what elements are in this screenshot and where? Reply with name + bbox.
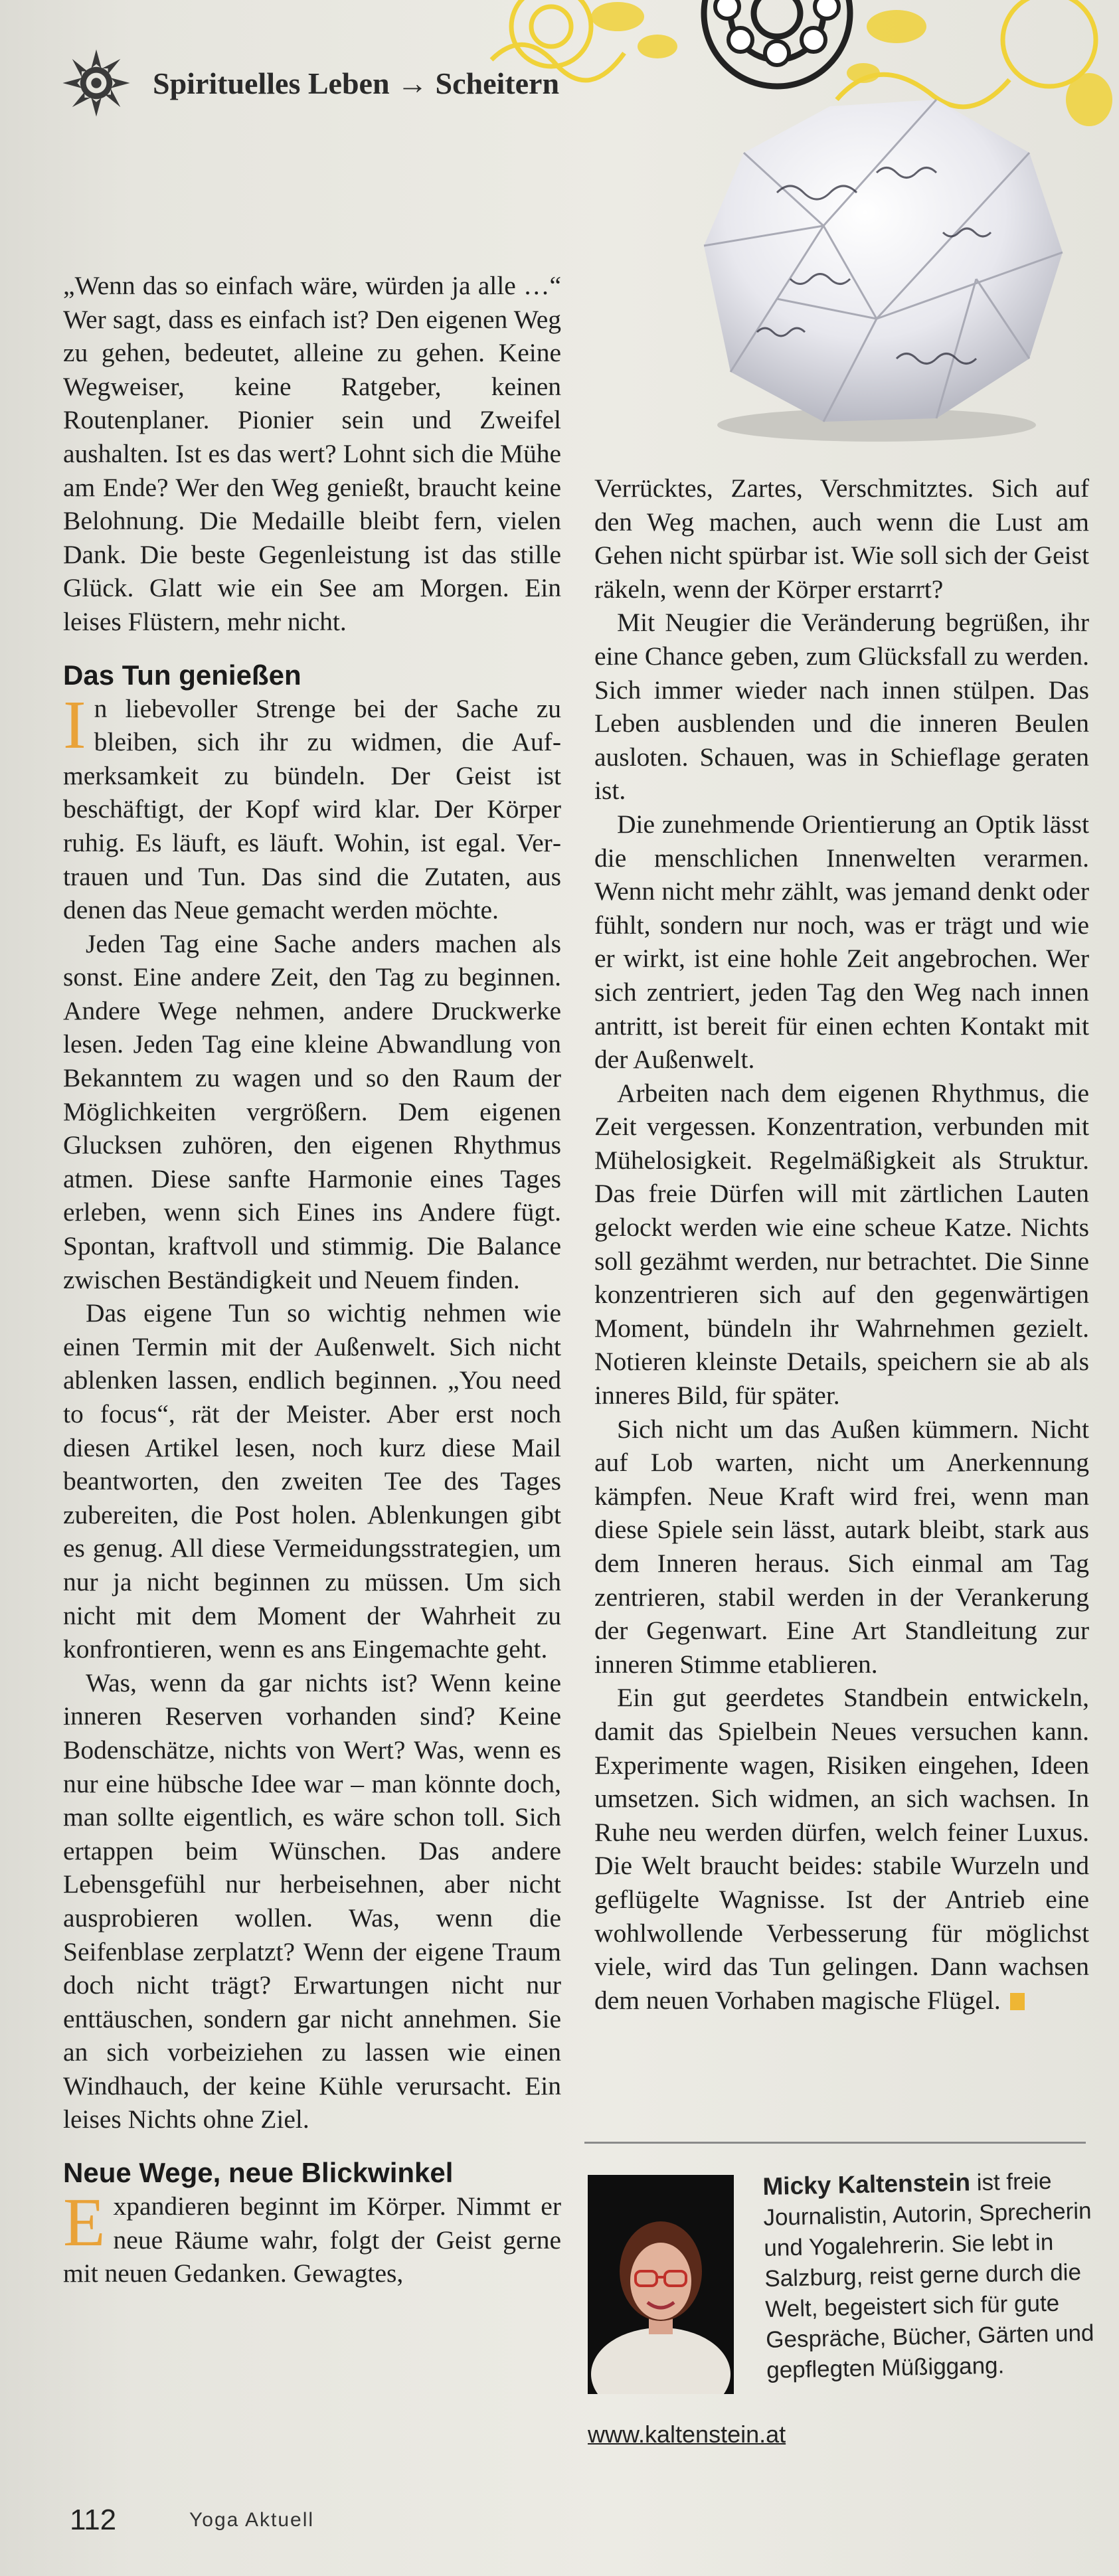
end-of-article-marker [1010, 1993, 1025, 2010]
section1-paragraph-4: Was, wenn da gar nichts ist? Wenn keine inneren Reserven vorhanden sind? Keine Bodenschätze, nichts von Wert? Was, wenn es nur eine hübsche Idee war – man könnte doch, man sollte eigentlich, es wäre schon toll. Sich ertappen beim Wünschen. Das andere Lebensgefühl nur herbeisehnen, aber nicht ausprobieren wollen. Was, wenn die Seifenblase zerplatzt? Wenn der eigene Traum doch nicht trägt? Erwartungen nicht nur enttäuschen, sondern gar nicht annehmen. Sie an sich vorbeiziehen zu lassen wie einen Windhauch, der keine Kühle verursacht. Ein leises Nichts ohne Ziel. [63, 1668, 561, 2134]
page-number: 112 [70, 2504, 117, 2536]
crumpled-paper-ball-image [657, 80, 1089, 452]
right-paragraph-5: Sich nicht um das Außen kümmern. Nicht auf Lob warten, nicht um Anerkennung kämpfen. Neue Kraft wird frei, wenn man diese Spiele sein lässt, autark bleibt, stark aus dem Inneren heraus. Sich einmal am Tag zentrieren, stabil werden in der Verankerung der Gegenwart. Eine Art Standleitung zur inneren Stimme etablieren. [594, 1414, 1089, 1679]
section1-paragraph-3: Das eigene Tun so wichtig nehmen wie einen Termin mit der Außenwelt. Sich nicht ablenken lassen, endlich beginnen. „You need to focus“, rät der Meister. Aber erst noch diesen Artikel lesen, noch kurz diese Mail beantworten, den zweiten Tee des Tages zubereiten, die Post holen. Ablenkungen gibt es genug. All diese Vermeidungsstrategien, um nur ja nicht beginnen zu müssen. Um sich nicht mit dem Moment der Wahrheit zu konfrontieren, wenn es ans Eingemachte geht. [63, 1298, 561, 1664]
right-paragraph-1: Verrücktes, Zartes, Verschmitztes. Sich auf den Weg machen, auch wenn die Lust am Gehen nicht spürbar ist. Wie soll sich der Geist räkeln, wenn der Körper erstarrt? [594, 473, 1089, 604]
right-paragraph-2: Mit Neugier die Veränderung begrüßen, ihr eine Chance geben, zum Glücksfall zu werden. Sich immer wieder nach innen stülpen. Das Leben ausblenden und die inneren Beulen ausloten. Schauen, was in Schieflage geraten ist. [594, 608, 1089, 806]
section1-paragraph-2: Jeden Tag eine Sache anders machen als sonst. Eine andere Zeit, den Tag zu beginnen. Andere Wege nehmen, andere Druckwerke lesen. Jeden Tag eine kleine Abwandlung von Bekanntem zu wagen und so den Raum der Möglichkeiten vergrößern. Dem eigenen Glucksen zuhören, den eigenen Rhythmus atmen. Diese sanfte Harmonie eines Tages erleben, wenn sich Eines ins Andere fügt. Spontan, kraftvoll und stimmig. Die Balance zwischen Beständigkeit und Neuem finden. [63, 928, 561, 1294]
author-name: Micky Kaltenstein [762, 2168, 971, 2200]
intro-paragraph: „Wenn das so einfach wäre, würden ja alle …“ Wer sagt, dass es einfach ist? Den eigenen Weg zu gehen, bedeutet, alleine zu gehen. Keine Wegweiser, keine Ratgeber, keinen Routenplaner. Pionier sein und Zweifel aushalten. Ist es das wert? Lohnt sich die Mühe am Ende? Wer den Weg genießt, braucht keine Belohnung. Die Medaille bleibt fern, vielen Dank. Die beste Gegenleistung ist das stille Glück. Glatt wie ein See am Morgen. Ein leises Flüstern, mehr nicht. [63, 271, 561, 636]
article-right-column [594, 472, 1089, 2017]
right-paragraph-6-text: Ein gut geerdetes Standbein entwickeln, damit das Spielbein Neues versuchen kann. Experimente wagen, Risiken eingehen, Ideen umsetzen. Sich widmen, an sich wachsen. In Ruhe neu werden dürfen, welch feiner Luxus. Die Welt braucht beides: stabile Wurzeln und geflügelte Wagnisse. Ist der Antrieb eine wohlwollende Verbesserung für möglichst viele, wird das Tun gelingen. Dann wachsen dem neuen Vorhaben magische Flügel. [594, 1683, 1089, 2015]
heading-das-tun-geniessen: Das Tun genießen [63, 659, 301, 691]
author-bio [762, 2165, 1096, 2386]
mandala-icon [60, 46, 133, 120]
section1-paragraph-1-text: n liebevoller Strenge bei der Sache zu bleiben, sich ihr zu widmen, die Aufmerksamkeit zu bündeln. Der Geist ist beschäftigt, der Kopf wird klar. Der Körper ruhig. Es läuft, es läuft. Wohin, ist egal. Vertrauen und Tun. Das sind die Zutaten, aus denen das Neue gemacht werden möchte. [63, 693, 561, 925]
dropcap-i: I [63, 686, 86, 763]
section2-paragraph-1-text: xpandieren beginnt im Körper. Nimmt er neue Räume wahr, folgt der Geist gerne mit neuen Gedanken. Gewagtes, [63, 2191, 561, 2288]
section1-paragraph-1 [63, 686, 561, 927]
section-header [60, 53, 559, 113]
section-title: Spirituelles Leben → Scheitern [153, 66, 560, 100]
dropcap-e: E [63, 2184, 106, 2261]
article-left-column [63, 269, 561, 2290]
right-paragraph-4: Arbeiten nach dem eigenen Rhythmus, die Zeit vergessen. Konzentration, verbunden mit Mühelosigkeit. Regelmäßigkeit als Struktur. Das freie Dürfen will mit zärtlichen Lauten gelockt werden wie eine scheue Katze. Nichts soll gezähmt werden, nur betrachtet. Die Sinne konzentrieren sich auf den gegenwärtigen Moment, bündeln ihr Wahrnehmen gezielt. Notieren kleinste Details, speichern sie ab als inneres Bild, für später. [594, 1078, 1089, 1411]
magazine-name: Yoga Aktuell [189, 2509, 315, 2531]
author-website-link[interactable]: www.kaltenstein.at [588, 2421, 786, 2448]
author-divider [584, 2142, 1086, 2144]
author-portrait [588, 2175, 734, 2394]
right-paragraph-3: Die zunehmende Orientierung an Optik lässt die menschlichen Innenwelten verarmen. Wenn nicht mehr zählt, was jemand denkt oder fühlt, sondern nur noch, was er trägt und wie er wirkt, ist eine hohle Zeit angebrochen. Wer sich zentriert, jeden Tag den Weg nach innen antritt, ist bereit für einen echten Kontakt mit der Außenwelt. [594, 809, 1089, 1074]
heading-neue-wege: Neue Wege, neue Blickwinkel [63, 2157, 454, 2189]
author-bio-text: ist freie Journalistin, Autorin, Sprecherin und Yogalehrerin. Sie lebt in Salzburg, reist gerne durch die Welt, begeistert sich für gute Gespräche, Bücher, Gärten und gepflegten Müßiggang. [763, 2168, 1094, 2383]
right-paragraph-6 [594, 1681, 1089, 2017]
section2-paragraph-1 [63, 2184, 561, 2290]
